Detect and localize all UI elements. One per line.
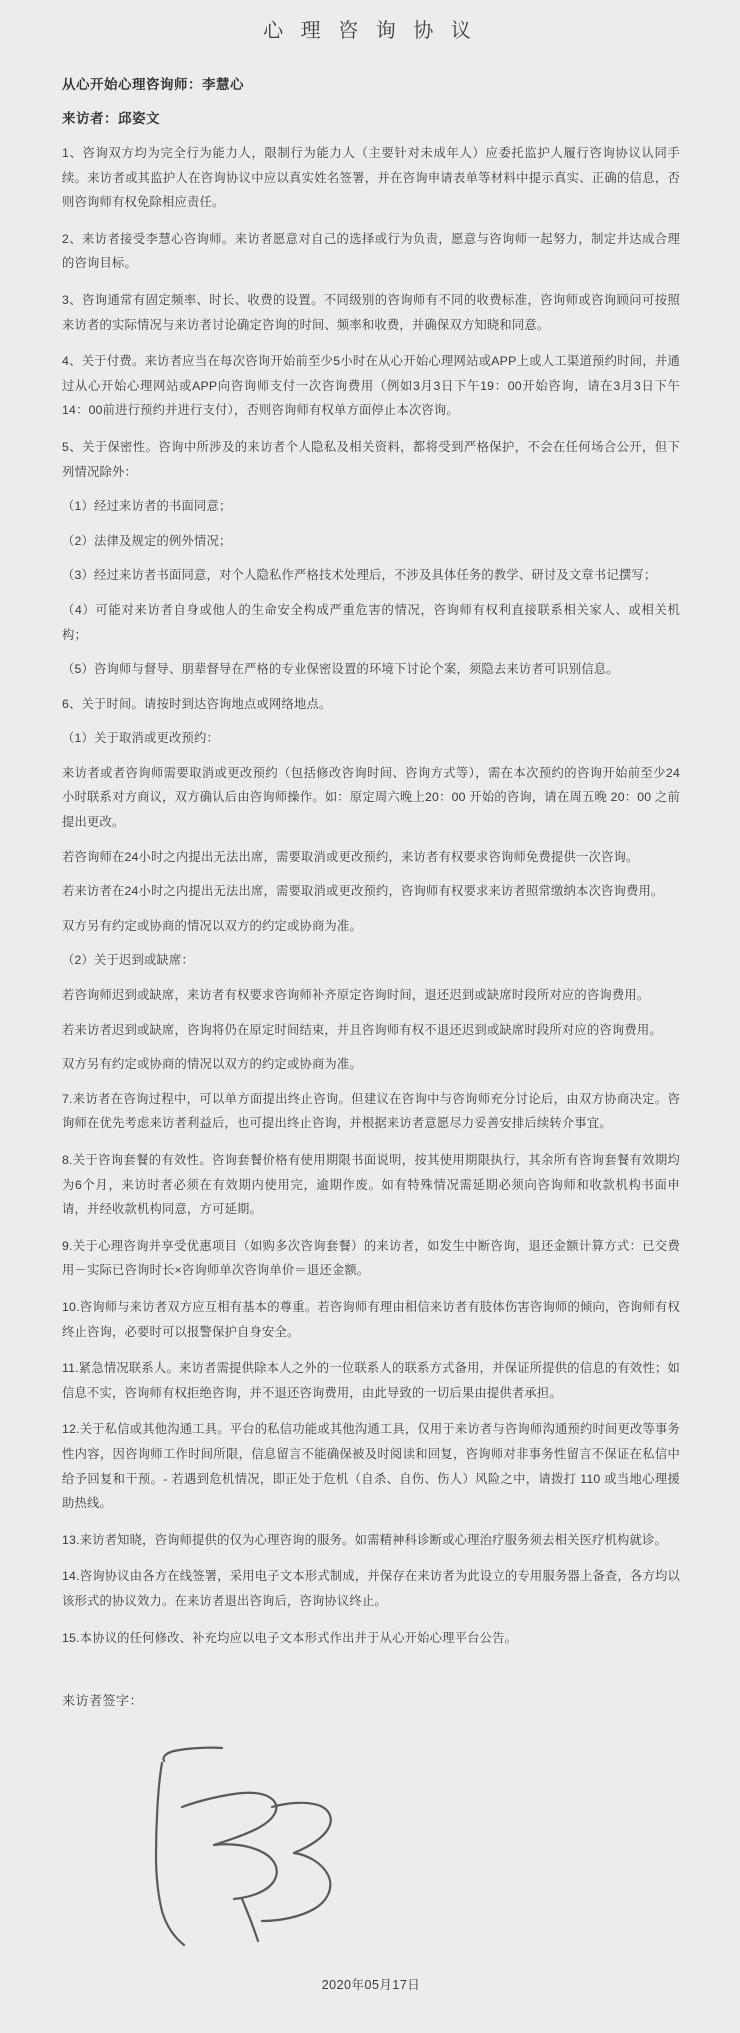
- clause-12: 12.关于私信或其他沟通工具。平台的私信功能或其他沟通工具，仅用于来访者与咨询师沟通预约时间更改等事务性内容，因咨询师工作时间所限，信息留言不能确保被及时阅读和回复，咨询师对非事务性留言不保证在私信中给予回复和干预。- 若遇到危机情况，即正处于危机（自杀、自伤、伤人）风险之中，请拨打 110 或当地心理援助热线。: [62, 1422, 680, 1511]
- clause-4: 4、关于付费。来访者应当在每次咨询开始前至少5小时在从心开始心理网站或APP上或人工渠道预约时间，并通过从心开始心理网站或APP向咨询师支付一次咨询费用（例如3月3日下午19：00开始咨询，请在3月3日下午14：00前进行预约并进行支付），否则咨询师有权单方面停止本次咨询。: [62, 354, 680, 418]
- clause-7: 7.来访者在咨询过程中，可以单方面提出终止咨询。但建议在咨询中与咨询师充分讨论后，由双方协商决定。咨询师在优先考虑来访者利益后，也可提出终止咨询，并根据来访者意愿尽力妥善安排后续转介事宜。: [62, 1091, 680, 1131]
- clause-2: 2、来访者接受李慧心咨询师。来访者愿意对自己的选择或行为负责，愿意与咨询师一起努力，制定并达成合理的咨询目标。: [62, 231, 680, 271]
- confidentiality-item-3: （3）经过来访者书面同意，对个人隐私作严格技术处理后，不涉及具体任务的教学、研讨及文章书记撰写；: [62, 568, 657, 583]
- counselor-name: 李慧心: [202, 77, 244, 92]
- clause-8: 8.关于咨询套餐的有效性。咨询套餐价格有使用期限书面说明，按其使用期限执行，其余所有咨询套餐有效期均为6个月，来访时者必须在有效期内使用完，逾期作废。如有特殊情况需延期必须向咨询师和收款机构书面申请，并经收款机构同意，方可延期。: [62, 1153, 680, 1217]
- handwritten-signature: [122, 1715, 382, 1965]
- confidentiality-item-5: （5）咨询师与督导、朋辈督导在严格的专业保密设置的环境下讨论个案，须隐去来访者可识别信息。: [62, 662, 619, 677]
- clause-6-sub1-para-4: 双方另有约定或协商的情况以双方的约定或协商为准。: [62, 918, 362, 933]
- clause-3: 3、咨询通常有固定频率、时长、收费的设置。不同级别的咨询师有不同的收费标准，咨询师或咨询顾问可按照来访者的实际情况与来访者讨论确定咨询的时间、频率和收费，并确保双方知晓和同意。: [62, 292, 680, 332]
- clause-6-sub1-para-1: 来访者或者咨询师需要取消或更改预约（包括修改咨询时间、咨询方式等），需在本次预约的咨询开始前至少24小时联系对方商议，双方确认后由咨询师操作。如：原定周六晚上20：00 开始的咨询，请在周五晚 20：00 之前提出更改。: [62, 765, 680, 830]
- clause-10: 10.咨询师与来访者双方应互相有基本的尊重。若咨询师有理由相信来访者有肢体伤害咨询师的倾向，咨询师有权终止咨询，必要时可以报警保护自身安全。: [62, 1299, 680, 1339]
- clause-5: 5、关于保密性。咨询中所涉及的来访者个人隐私及相关资料，都将受到严格保护，不会在任何场合公开，但下列情况除外：: [62, 439, 680, 479]
- signature-date: 2020年05月17日: [321, 1978, 421, 1993]
- confidentiality-item-1: （1）经过来访者的书面同意；: [62, 499, 232, 514]
- confidentiality-item-4: （4）可能对来访者自身或他人的生命安全构成严重危害的情况，咨询师有权利直接联系相关家人、或相关机构；: [62, 602, 680, 642]
- clause-6-sub1-para-3: 若来访者在24小时之内提出无法出席，需要取消或更改预约，咨询师有权要求来访者照常缴纳本次咨询费用。: [62, 884, 664, 899]
- clause-6-sub1-para-2: 若咨询师在24小时之内提出无法出席，需要取消或更改预约，来访者有权要求咨询师免费提供一次咨询。: [62, 849, 639, 864]
- clause-13: 13.来访者知晓，咨询师提供的仅为心理咨询的服务。如需精神科诊断或心理治疗服务须去相关医疗机构就诊。: [62, 1532, 668, 1547]
- confidentiality-item-2: （2）法律及规定的例外情况；: [62, 533, 232, 548]
- clause-9: 9.关于心理咨询并享受优惠项目（如购多次咨询套餐）的来访者，如发生中断咨询，退还金额计算方式：已交费用－实际已咨询时长×咨询师单次咨询单价＝退还金额。: [62, 1238, 680, 1278]
- clause-6-sub2-para-3: 双方另有约定或协商的情况以双方的约定或协商为准。: [62, 1057, 362, 1072]
- visitor-field: [62, 107, 680, 127]
- counselor-label: 从心开始心理咨询师：: [62, 77, 202, 92]
- clause-6-sub2-title: （2）关于迟到或缺席：: [62, 953, 195, 968]
- counselor-field: [62, 73, 680, 93]
- clause-6-sub2-para-1: 若咨询师迟到或缺席，来访者有权要求咨询师补齐原定咨询时间，退还迟到或缺席时段所对应的咨询费用。: [62, 988, 650, 1003]
- clause-15: 15.本协议的任何修改、补充均应以电子文本形式作出并于从心开始心理平台公告。: [62, 1630, 518, 1645]
- signature-area: [62, 1715, 680, 1965]
- visitor-label: 来访者：: [62, 111, 118, 126]
- clause-6-sub2-para-2: 若来访者迟到或缺席，咨询将仍在原定时间结束，并且咨询师有权不退还迟到或缺席时段所对应的咨询费用。: [62, 1022, 662, 1037]
- clause-11: 11.紧急情况联系人。来访者需提供除本人之外的一位联系人的联系方式备用，并保证所提供的信息的有效性；如信息不实，咨询师有权拒绝咨询，并不退还咨询费用，由此导致的一切后果由提供者承担。: [62, 1361, 680, 1400]
- signature-label: 来访者签字：: [62, 1693, 144, 1709]
- clause-6-heading: 6、关于时间。请按时到达咨询地点或网络地点。: [62, 696, 332, 711]
- clause-6-sub1-title: （1）关于取消或更改预约：: [62, 731, 220, 746]
- clause-14: 14.咨询协议由各方在线签署，采用电子文本形式制成，并保存在来访者为此设立的专用服务器上备查，各方均以该形式的协议效力。在来访者退出咨询后，咨询协议终止。: [62, 1569, 680, 1608]
- clause-1: 1、咨询双方均为完全行为能力人，限制行为能力人（主要针对未成年人）应委托监护人履行咨询协议认同手续。来访者或其监护人在咨询协议中应以真实姓名签署，并在咨询申请表单等材料中提示真实、正确的信息，否则咨询师有权免除相应责任。: [62, 146, 680, 210]
- visitor-name: 邱姿文: [118, 111, 160, 126]
- document-body: [0, 73, 740, 1993]
- page-title: 心 理 咨 询 协 议: [263, 20, 477, 42]
